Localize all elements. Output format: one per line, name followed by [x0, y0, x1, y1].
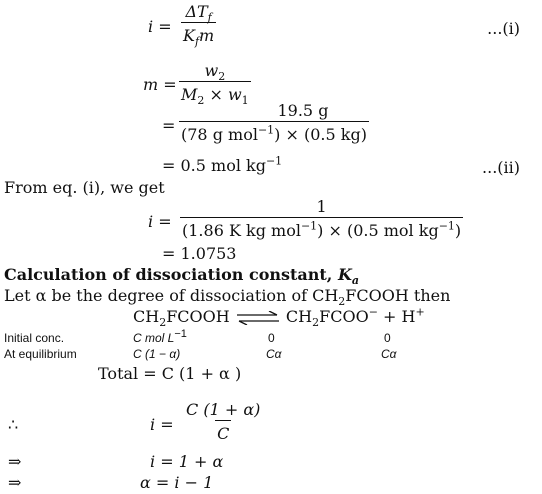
eq7-fraction: $\frac{C (1 + \alpha)}{C}$ — [186, 400, 261, 443]
reaction-equation: $CH_2FCOOH$ $CH_2FCOO^- + H^+$ — [133, 305, 425, 330]
intro-text: Let α be the degree of dissociation of $CH_2FCOOH$ then — [4, 286, 451, 309]
equilibrium-arrow-icon — [235, 311, 281, 325]
eq2-fraction: $\frac{w_2}{M_2 \times w_1}$ — [181, 61, 249, 108]
implies-symbol-1: ⇒ — [8, 452, 22, 471]
table-row2-c1: C (1 − α) — [133, 347, 181, 361]
eq5-fraction: 1 (1.86 K kg mol$^{-1}$) × (0.5 mol $kg^{-1}$) — [182, 197, 462, 240]
table-row1-c1: C mol $L^{-1}$ — [133, 328, 187, 345]
eq2-lhs: m = — [143, 75, 177, 94]
table-row2-c2: Cα — [266, 347, 282, 361]
implies-symbol-2: ⇒ — [8, 473, 22, 492]
from-eq-text: From eq. (i), we get — [4, 178, 165, 197]
table-row1-c3: 0 — [384, 331, 391, 345]
eq3-equals: = — [162, 116, 176, 135]
table-row1-c2: 0 — [268, 331, 275, 345]
eq7-lhs: i = — [150, 415, 174, 434]
table-row2-c3: Cα — [381, 347, 397, 361]
eq4-text: = 0.5 mol $kg^{-1}$ — [162, 154, 283, 175]
section-heading: Calculation of dissociation constant, $K_a$ — [4, 265, 359, 288]
eq3-fraction: 19.5 g (78 g mol$^{-1}$) × (0.5 kg) — [181, 101, 367, 144]
eq6-text: = 1.0753 — [162, 244, 237, 263]
eq9-text: α = i − 1 — [140, 473, 214, 492]
table-row1-label: Initial conc. — [4, 331, 65, 345]
table-row2-label: At equilibrium — [4, 347, 77, 361]
eq1-lhs: i = — [148, 17, 172, 36]
eq4-tag: ...(ii) — [482, 158, 520, 177]
eq1-tag: ...(i) — [487, 19, 520, 38]
eq1-fraction: $\Delta T_f$ $K_fm$ — [183, 2, 215, 49]
total-text: Total = C (1 + α ) — [98, 364, 242, 383]
therefore-symbol: ∴ — [8, 415, 19, 434]
eq5-lhs: i = — [148, 212, 172, 231]
eq8-text: i = 1 + α — [150, 452, 224, 471]
